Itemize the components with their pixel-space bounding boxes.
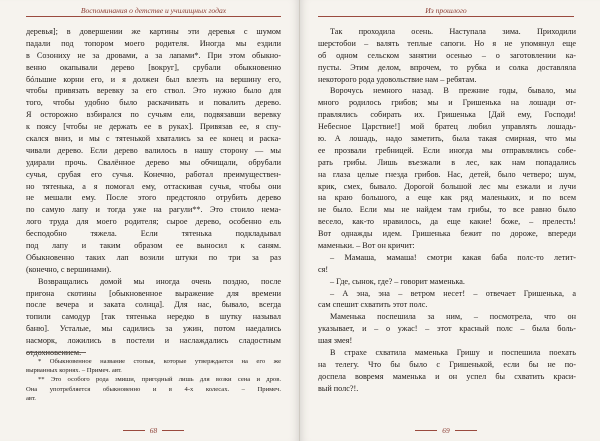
text-line: доспела вовремя маменька и он успел бы схватить краси-	[318, 371, 576, 381]
text-line: рать грибы. Лишь въезжали в лес, как нам попадались	[318, 157, 576, 167]
text-line: Небесное Царствие!] мой братец любил управлять лошадь-	[318, 122, 576, 132]
text-line: маменьки. – Вот он кричит:	[318, 241, 415, 251]
text-line: на краю большого, а еще как ряд маленьких, и по всем	[318, 193, 576, 203]
text-line: чивали дерево. Если дерево валилось в нашу сторону — мы	[26, 145, 281, 155]
folio-dash-left	[415, 430, 437, 431]
text-line: не мешали ему. После этого предстояло отрубить дерево	[26, 193, 281, 203]
footnote-rule	[26, 352, 86, 353]
text-line: Так проходила осень. Наступала зима. Приходили	[330, 27, 576, 36]
text-line: пусты. Этим делом, впрочем, то рубка и солка доставляла	[318, 62, 576, 72]
text-line: под лапу и таким образом ее выносил к саням.	[26, 241, 281, 251]
folio-dash-right	[162, 430, 184, 431]
text-line: после вечера и заката солнца]. Для нас, бывало, всегда	[26, 300, 281, 310]
text-line: лого труда для моего родителя; сырое дерево, особенно ель	[26, 217, 281, 227]
body-text	[318, 26, 576, 395]
text-line: правлялись собирать их. Гришенька [Дай ему, Господи!	[318, 110, 576, 120]
text-line: чтобы привязать веревку за его ствол. Это нужно было для	[26, 86, 281, 96]
text-line: бесподобно тяжела. Если тятенька подкладывал	[26, 229, 281, 239]
header-rule	[318, 16, 574, 17]
text-line: крик, смех, бывало. Дорогой большой лес мы езжали и лучи	[318, 181, 576, 191]
text-line: – Где, сынок, где? – говорит маменька.	[330, 276, 465, 286]
text-line: Возвращались домой мы иногда очень поздно, после	[38, 276, 281, 286]
text-line: падали под топором моего родителя. Иногда мы ездили	[26, 38, 281, 48]
text-line: много родилось грибов; мы и Гришенька на лошади от-	[318, 98, 576, 108]
text-line: ся!	[318, 264, 329, 274]
footnotes	[26, 357, 281, 403]
text-line: указывает, и – о ужас! – этот красный полс – была боль-	[318, 324, 576, 334]
text-line: об одном сельском занятии осенью – о заготовлении ка-	[318, 50, 576, 60]
text-line: ю. А лошадь, надо заметить, была такая смирная, что мы	[318, 134, 576, 144]
text-line: отдохновением.	[26, 348, 82, 358]
text-line: Вот однажды идем. Гришенька бежит по дороже, впереди	[318, 229, 576, 239]
text-line: некоторого рода удовольствие нам – ребятам.	[318, 74, 477, 84]
folio-dash-left	[123, 430, 145, 431]
page-number	[318, 426, 574, 435]
page-number-value: 68	[149, 426, 158, 435]
text-line: того, чтобы удобно было раскачивать и повалить дерево.	[26, 98, 281, 108]
text-line: скался вниз, и мы с тятенькой хватались за ее конец и раска-	[26, 134, 281, 144]
folio-dash-right	[455, 430, 477, 431]
text-line: насморк, ложились в постели и наслаждались сладостным	[26, 336, 281, 346]
text-line: шая змея!	[318, 336, 353, 346]
text-line: шерстобои – валять теплые сапоги. Но я не упомянул еще	[318, 38, 576, 48]
text-line: вый полс?!.	[318, 383, 359, 393]
header-rule	[26, 16, 281, 17]
text-line: к поясу [чтобы не держать ее в руках]. Привязав ее, я спу-	[26, 122, 281, 132]
text-line: – А эна, эна – ветром несет! – отвечает Гришенька, а	[330, 288, 576, 298]
text-line: бóльшие корни его, и я должен был влезть на вершину его,	[26, 74, 281, 84]
text-line: по самую лапу и тогда уже на рагули**. Это стоило нема-	[26, 205, 281, 215]
running-head: Воспоминания о детстве и училищных годах	[80, 6, 227, 15]
text-line: удирали прочь. Свалённое дерево мы обчищали, обрубали	[26, 157, 281, 167]
text-line: но тятенька, а я помогал ему, оттаскивая сучья, чтобы они	[26, 181, 281, 191]
text-line: топили самодур [так тятенька нередко в шутку называл	[26, 312, 281, 322]
text-line: Ворочусь немного назад. В прежние годы, бывало, мы	[330, 86, 576, 96]
text-line: В страхе схватила маменька Гришу и поспешила поехать	[330, 348, 576, 358]
text-line: – Мамаша, мамаша! смотри какая баба полс-то летит-	[330, 252, 576, 262]
text-line: ее прозвали гребницей. Если иногда мы отправлялись собе-	[318, 145, 576, 155]
footnote-line: авт.	[26, 394, 36, 402]
text-line: Маменька поспешила за ним, – посмотрела, что он	[330, 312, 576, 322]
text-line: на телегу. Что бы было с Гришенькой, если бы не по-	[318, 359, 576, 369]
page-number-value: 69	[442, 426, 450, 435]
page-number	[26, 426, 281, 435]
footnote-line: вырванных корнях. – Примеч. авт.	[26, 367, 122, 375]
footnote-line: Она употребляется обыкновенно и в 4-х колесах. – Примеч.	[26, 385, 281, 393]
text-line: баню]. Усталые, мы садились за ужин, потом наедались	[26, 324, 281, 334]
text-line: сучья, срубая его сучья. Конечно, работал преимуществен-	[26, 169, 281, 179]
text-line: на глаза целые гнезда грибов. Нас, детей, было четверо; шум,	[318, 169, 576, 179]
text-line: Я осторожно взбирался по сучьям ели, подвязавши веревку	[26, 110, 281, 120]
text-line: Обыкновенно таких лап возили штуки по три за раз	[26, 252, 281, 262]
footnote-line: * Обыкновенное название стопыя, которые утверждается на его же	[38, 358, 281, 365]
body-text	[26, 26, 281, 359]
right-page	[300, 0, 600, 441]
text-line: весело, как-то нравилось, да еще какие! боже, – прелесть!	[318, 217, 576, 227]
text-line: деревья]; в довершении же картины эти деревья с шумом	[26, 27, 281, 36]
running-head: Из прошлого	[425, 6, 467, 15]
text-line: не было. Если мы не найдем там грибы, то все равно было	[318, 205, 576, 215]
footnote-line: ** Это особого рода змиши, пригодный лишь для возки сена и дров.	[38, 376, 281, 384]
text-line: (конечно, с вершинами).	[26, 264, 112, 274]
text-line: в Созониху не за дровами, а за лапами*. При этом обыкно-	[26, 50, 281, 60]
text-line: пригона скотины [обыкновенное выражение для времени	[26, 288, 281, 298]
text-line: венно окапывали дерево [вокруг], срубали обыкновенно	[26, 62, 281, 72]
text-line: сам спешит схватить этот полс.	[318, 300, 428, 310]
